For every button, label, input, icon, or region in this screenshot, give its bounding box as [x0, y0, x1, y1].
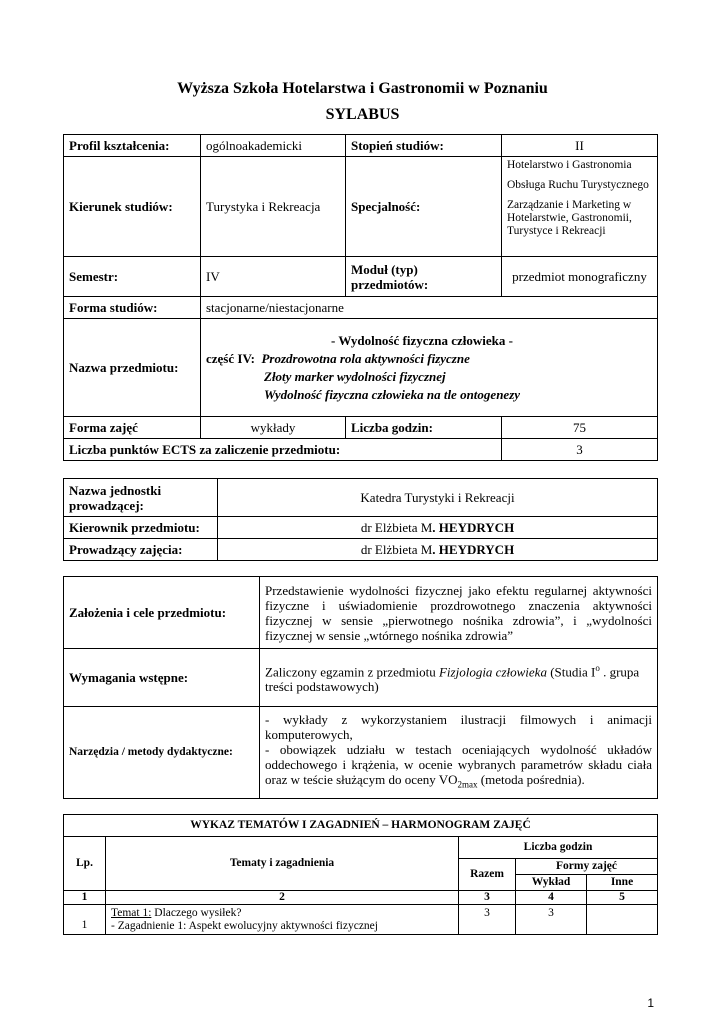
modul-value: przedmiot monograficzny: [502, 257, 658, 297]
jednostka-label: Nazwa jednostki prowadzącej:: [64, 479, 218, 517]
kierownik-label: Kierownik przedmiotu:: [64, 517, 218, 539]
modul-label: Moduł (typ) przedmiotów:: [346, 257, 502, 297]
document-title: SYLABUS: [325, 106, 400, 123]
number-cell: 3: [459, 891, 516, 905]
narzedzia-label: Narzędzia / metody dydaktyczne:: [64, 707, 260, 799]
wymagania-label: Wymagania wstępne:: [64, 649, 260, 707]
goals-table: [63, 576, 658, 799]
row-wyklad: 3: [516, 905, 587, 935]
narzedzia-value: [260, 707, 658, 799]
semestr-value: IV: [201, 257, 346, 297]
stopien-value: II: [502, 135, 658, 157]
specjalnosc-item: Obsługa Ruchu Turystycznego: [507, 179, 649, 191]
nazwa-line1: - Wydolność fizyczna człowieka -: [331, 332, 513, 348]
col-wyklad: Wykład: [516, 875, 587, 891]
col-lp: Lp.: [64, 837, 106, 891]
nazwa-line3: Złoty marker wydolności fizycznej: [264, 368, 446, 384]
narzedzia-line1: - wykłady z wykorzystaniem ilustracji filmowych i animacji komputerowych,: [265, 712, 652, 743]
topic-issue: - Zagadnienie 1: Aspekt ewolucyjny aktywności fizycznej: [111, 919, 378, 932]
forma-studiow-label: Forma studiów:: [64, 297, 201, 319]
col-razem: Razem: [459, 859, 516, 891]
row-razem: 3: [459, 905, 516, 935]
semestr-label: Semestr:: [64, 257, 201, 297]
info-table: [63, 134, 658, 461]
number-cell: 5: [587, 891, 658, 905]
prowadzacy-value: dr Elżbieta M. HEYDRYCH: [218, 539, 658, 561]
number-cell: 2: [106, 891, 459, 905]
topic-title: Dlaczego wysiłek?: [151, 906, 242, 919]
unit-table: [63, 478, 658, 561]
zalozenia-label: Założenia i cele przedmiotu:: [64, 577, 260, 649]
ects-label: Liczba punktów ECTS za zaliczenie przedmiotu:: [64, 439, 502, 461]
stopien-label: Stopień studiów:: [346, 135, 502, 157]
topic-label: Temat 1:: [111, 906, 152, 919]
number-cell: 4: [516, 891, 587, 905]
nazwa-line4: Wydolność fizyczna człowieka na tle ontogenezy: [264, 386, 521, 402]
kierunek-label: Kierunek studiów:: [64, 157, 201, 257]
page-number: 1: [647, 996, 654, 1010]
col-tematy: Tematy i zagadnienia: [106, 837, 459, 891]
number-cell: 1: [64, 891, 106, 905]
nazwa-prefix: część IV:: [206, 350, 255, 366]
specjalnosc-label: Specjalność:: [346, 157, 502, 257]
col-formy: Formy zajęć: [516, 859, 658, 875]
profil-label: Profil kształcenia:: [64, 135, 201, 157]
row-inne: [587, 905, 658, 935]
jednostka-value: Katedra Turystyki i Rekreacji: [218, 479, 658, 517]
col-liczba-godzin: Liczba godzin: [459, 837, 658, 859]
narzedzia-line2: - obowiązek udziału w testach oceniających wydolność układów oddechowego i krążenia, w ocenie wybranych parametrów składu ciała oraz w teście służącym do oceny $VO_{2max}$ (metoda pośrednia).: [265, 742, 652, 790]
forma-zajec-label: Forma zajęć: [64, 417, 201, 439]
school-name: Wyższa Szkoła Hotelarstwa i Gastronomii w Poznaniu: [177, 80, 548, 97]
row-lp: 1: [64, 905, 106, 935]
kierunek-value: Turystyka i Rekreacja: [201, 157, 346, 257]
table-row: [64, 905, 658, 935]
zalozenia-value: Przedstawienie wydolności fizycznej jako efektu regularnej aktywności fizyczne i uświadomienie prozdrowotnego znaczenia aktywności fizycznej w sensie „pierwotnego nośnika zdrowia”, i „wydolności fizycznej w sensie „wtórnego nośnika zdrowia”: [260, 577, 658, 649]
nazwa-value: [201, 319, 658, 417]
ects-value: 3: [502, 439, 658, 461]
prowadzacy-label: Prowadzący zajęcia:: [64, 539, 218, 561]
forma-zajec-value: wykłady: [201, 417, 346, 439]
nazwa-line2: Prozdrowotna rola aktywności fizyczne: [261, 350, 470, 366]
specjalnosc-list: [502, 157, 658, 257]
specjalnosc-item: Zarządzanie i Marketing w Hotelarstwie, Gastronomii, Turystyce i Rekreacji: [507, 199, 632, 237]
forma-studiow-value: stacjonarne/niestacjonarne: [201, 297, 658, 319]
nazwa-label: Nazwa przedmiotu:: [64, 319, 201, 417]
liczba-godzin-label: Liczba godzin:: [346, 417, 502, 439]
wymagania-value: Zaliczony egzamin z przedmiotu Fizjologia człowieka (Studia $I^o$ . grupa treści podstawowych): [260, 649, 658, 707]
profil-value: ogólnoakademicki: [201, 135, 346, 157]
schedule-table: [63, 814, 658, 935]
schedule-title: WYKAZ TEMATÓW I ZAGADNIEŃ – HARMONOGRAM ZAJĘĆ: [64, 815, 658, 837]
kierownik-value: dr Elżbieta M. HEYDRYCH: [218, 517, 658, 539]
row-topic: [106, 905, 459, 935]
col-inne: Inne: [587, 875, 658, 891]
liczba-godzin-value: 75: [502, 417, 658, 439]
specjalnosc-item: Hotelarstwo i Gastronomia: [507, 159, 632, 171]
